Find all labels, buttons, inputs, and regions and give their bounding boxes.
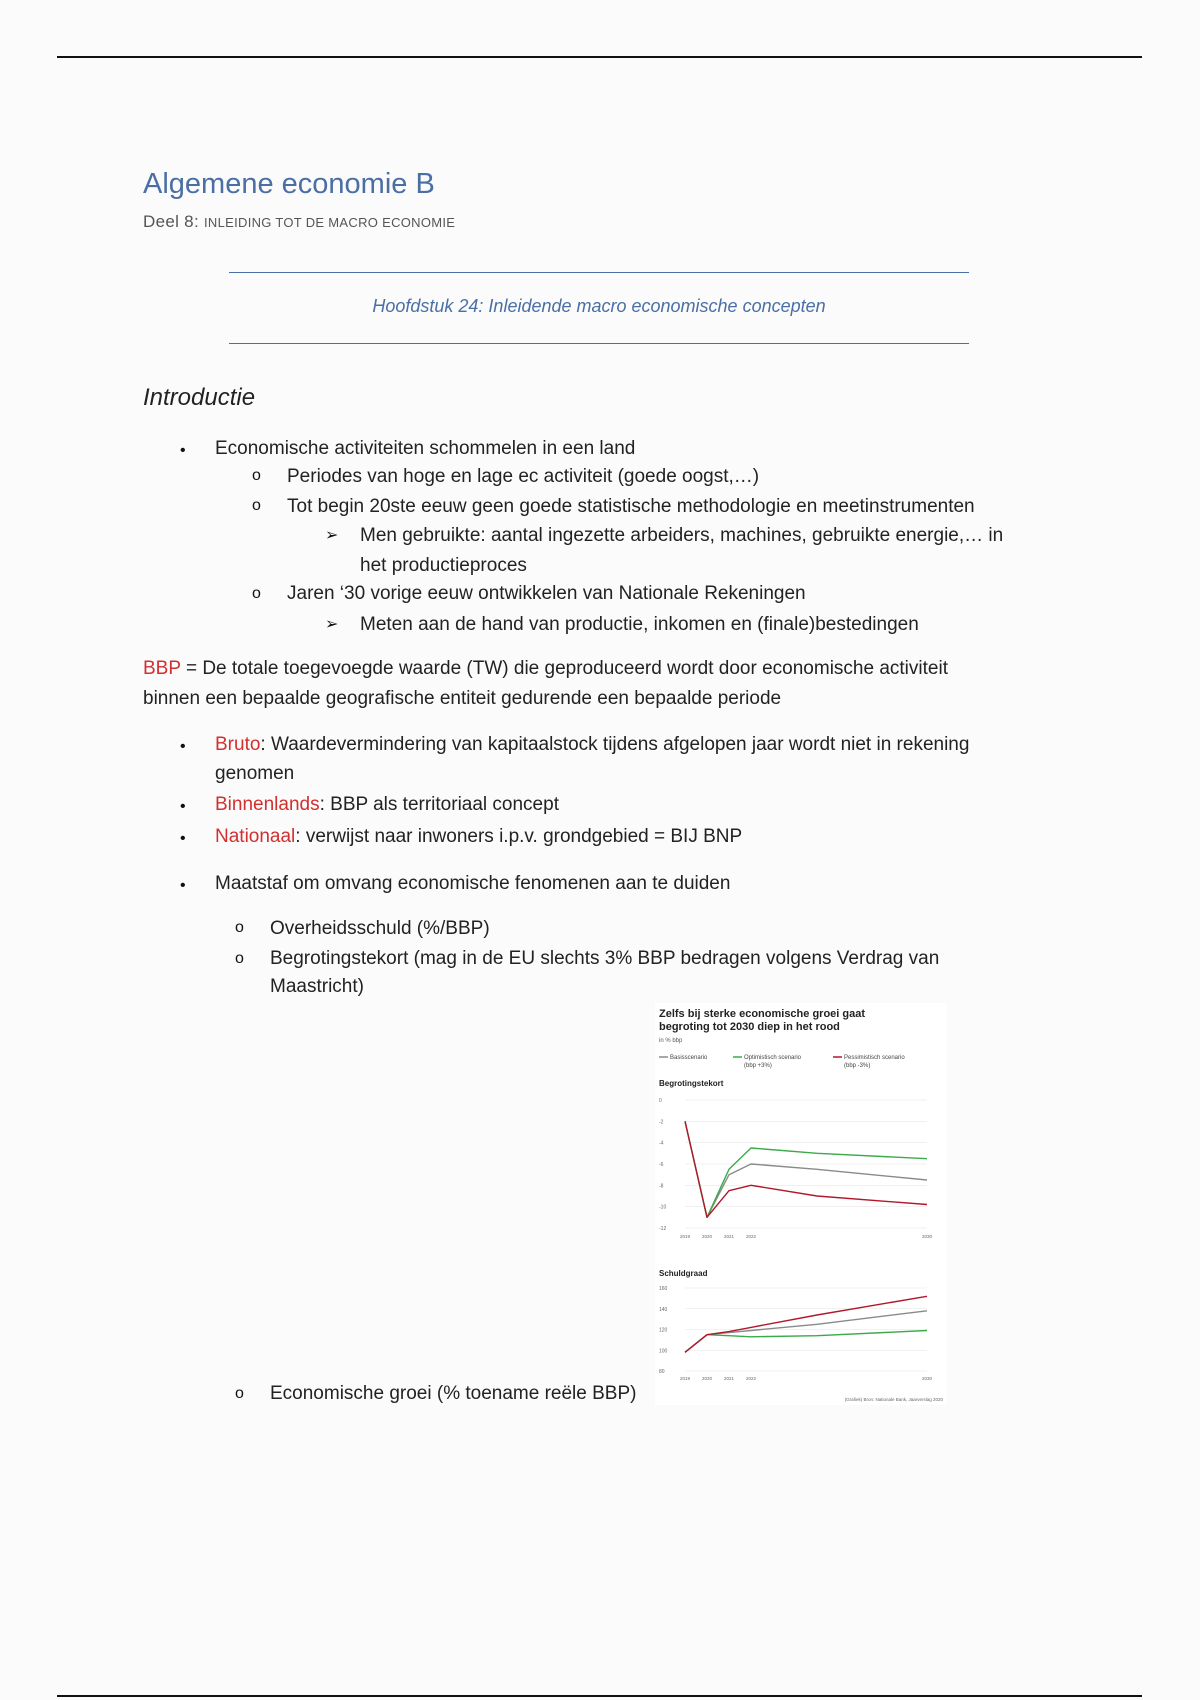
list-item: Economische activiteiten schommelen in een land	[215, 438, 636, 459]
legend-label-base: Basisscenario	[670, 1055, 708, 1061]
x-tick-label: 2022	[745, 1234, 757, 1239]
x-tick-label: 2021	[723, 1376, 735, 1381]
y-tick-label: -10	[659, 1204, 667, 1211]
x-tick-label: 2030	[921, 1234, 933, 1239]
legend-label-pessimistic: Pessimistisch scenario	[844, 1055, 905, 1061]
chapter-title: Hoofdstuk 24: Inleidende macro economische concepten	[372, 296, 826, 316]
section-heading: Introductie	[143, 384, 256, 411]
x-tick-label: 2020	[701, 1376, 713, 1381]
bullet-circle: o	[235, 919, 244, 936]
bbp-def-text: = De totale toegevoegde waarde (TW) die geproduceerd wordt door economische activiteit	[180, 658, 948, 679]
bullet-circle: o	[252, 467, 261, 484]
bbp-definition	[143, 658, 948, 680]
subtitle-smallcaps: INLEIDING TOT DE MACRO ECONOMIE	[204, 215, 456, 230]
list-item: Meten aan de hand van productie, inkomen en (finale)bestedingen	[360, 614, 919, 635]
bullet-disc: •	[180, 798, 186, 815]
y-tick-label: -2	[659, 1119, 664, 1126]
bruto-text: : Waardevermindering van kapitaalstock tijdens afgelopen jaar wordt niet in rekening	[260, 734, 970, 755]
x-tick-label: 2020	[701, 1234, 713, 1239]
bullet-disc: •	[180, 877, 186, 894]
bullet-disc: •	[180, 442, 186, 459]
chart-title-line2: begroting tot 2030 diep in het rood	[659, 1021, 840, 1033]
x-tick-label: 2021	[723, 1234, 735, 1239]
x-tick-label: 2022	[745, 1376, 757, 1381]
list-item: Overheidsschuld (%/BBP)	[270, 918, 490, 939]
list-item: Begrotingstekort (mag in de EU slechts 3% BBP bedragen volgens Verdrag van	[270, 948, 940, 969]
panel-title: Begrotingstekort	[659, 1079, 724, 1088]
list-item-nationaal	[215, 826, 742, 848]
document-title: Algemene economie B	[143, 168, 435, 200]
x-tick-label: 2019	[679, 1234, 691, 1239]
bullet-disc: •	[180, 738, 186, 755]
y-tick-label: 120	[659, 1327, 668, 1334]
nationaal-term: Nationaal	[215, 826, 296, 847]
y-tick-label: -4	[659, 1140, 664, 1147]
list-item: Economische groei (% toename reële BBP)	[270, 1383, 637, 1404]
list-item: Men gebruikte: aantal ingezette arbeiders, machines, gebruikte energie,… in	[360, 525, 1004, 546]
bullet-arrow: ➢	[325, 527, 339, 544]
budget-debt-chart	[655, 1003, 947, 1405]
list-item: Jaren ‘30 vorige eeuw ontwikkelen van Nationale Rekeningen	[287, 583, 806, 604]
nationaal-text: : verwijst naar inwoners i.p.v. grondgebied = BIJ BNP	[295, 826, 743, 847]
bullet-disc: •	[180, 830, 186, 847]
list-item-binnenlands	[215, 794, 559, 816]
list-item: Periodes van hoge en lage ec activiteit (goede oogst,…)	[287, 466, 760, 487]
x-tick-label: 2019	[679, 1376, 691, 1381]
legend-sub-pessimistic: (bbp -3%)	[844, 1063, 871, 1069]
bruto-term: Bruto	[215, 734, 261, 755]
document-subtitle	[143, 212, 455, 232]
list-item: Maatstaf om omvang economische fenomenen aan te duiden	[215, 873, 731, 894]
subtitle-part: Deel 8:	[143, 212, 204, 231]
chart-unit: in % bbp	[659, 1038, 683, 1044]
chapter-rule-bottom	[229, 343, 969, 344]
footer-rule	[57, 1695, 1142, 1697]
legend-label-optimistic: Optimistisch scenario	[744, 1055, 802, 1061]
list-item-continuation: Maastricht)	[270, 976, 364, 997]
bullet-arrow: ➢	[325, 616, 339, 633]
x-tick-label: 2030	[921, 1376, 933, 1381]
y-tick-label: 80	[659, 1369, 665, 1375]
bbp-definition-continuation: binnen een bepaalde geografische entiteit gedurende een bepaalde periode	[143, 688, 782, 709]
bullet-circle: o	[235, 1385, 244, 1402]
header-rule	[57, 56, 1142, 58]
legend-sub-optimistic: (bbp +3%)	[744, 1063, 772, 1069]
binnenlands-term: Binnenlands	[215, 794, 320, 815]
bullet-circle: o	[252, 497, 261, 514]
y-tick-label: 100	[659, 1348, 668, 1355]
chapter-rule-top	[229, 272, 969, 273]
bullet-circle: o	[252, 585, 261, 602]
bbp-term: BBP	[143, 658, 181, 679]
binnenlands-text: : BBP als territoriaal concept	[319, 794, 559, 815]
list-item: Tot begin 20ste eeuw geen goede statistische methodologie en meetinstrumenten	[287, 496, 975, 517]
panel-title: Schuldgraad	[659, 1269, 708, 1278]
list-item-continuation: genomen	[215, 763, 295, 784]
bullet-circle: o	[235, 950, 244, 967]
y-tick-label: -6	[659, 1162, 664, 1168]
list-item-bruto	[215, 734, 969, 756]
y-tick-label: -12	[659, 1226, 667, 1232]
y-tick-label: 140	[659, 1306, 668, 1313]
y-tick-label: -8	[659, 1183, 664, 1190]
y-tick-label: 160	[659, 1286, 668, 1292]
chart-source: (Grafiek) Bron: Nationale Bank, Jaarverslag 2020	[844, 1397, 943, 1402]
list-item-continuation: het productieproces	[360, 555, 527, 576]
chart-background	[655, 1003, 947, 1405]
chart-title-line1: Zelfs bij sterke economische groei gaat	[659, 1008, 866, 1020]
y-tick-label: 0	[659, 1098, 662, 1104]
